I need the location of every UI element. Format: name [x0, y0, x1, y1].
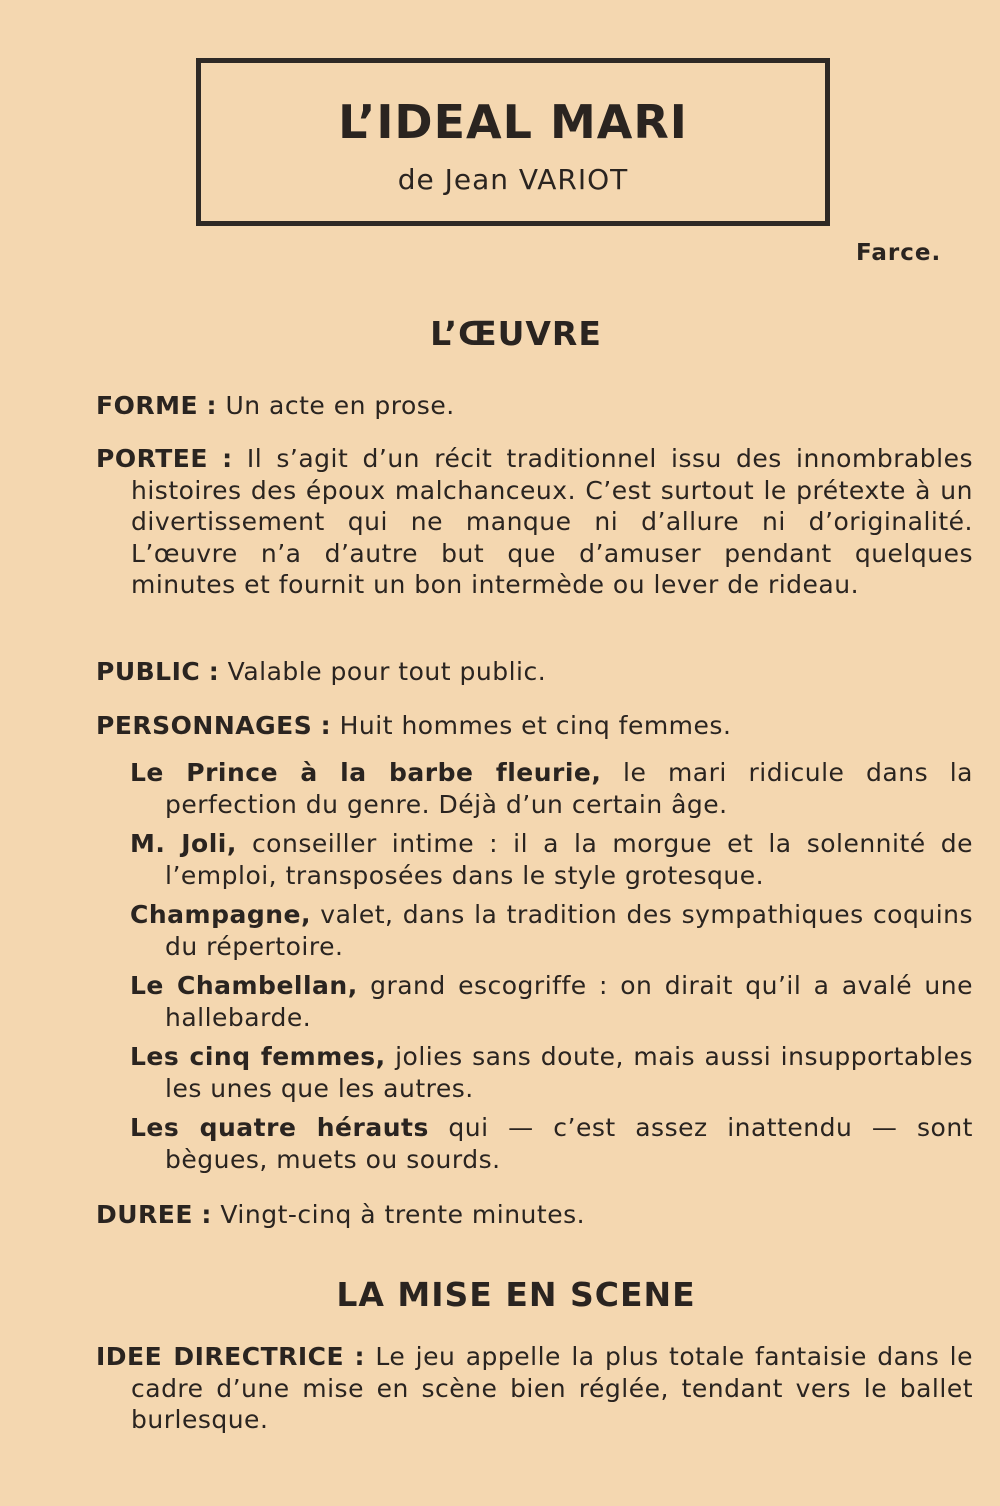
personnages-text: Huit hommes et cinq femmes.: [339, 711, 732, 740]
character-description: le mari ridicule dans la perfection du genre. Déjà d’un certain âge.: [165, 758, 973, 819]
portee-label: PORTEE: [96, 444, 208, 473]
character-name: Les cinq femmes,: [130, 1042, 386, 1071]
character-description: jolies sans doute, mais aussi insupportables les unes que les autres.: [165, 1042, 973, 1103]
idee-paragraph: [96, 1341, 973, 1436]
portee-text: Il s’agit d’un récit traditionnel issu des innombrables histoires des époux malchanceux. C’est surtout le prétexte à un divertissement qui ne manque ni d’allure ni d’originalité. L’œuvre n’a d’autre but que d’amuser pendant quelques minutes et fournit un bon intermède ou lever de rideau.: [131, 444, 974, 599]
character-name: Le Prince à la barbe fleurie,: [130, 758, 602, 787]
portee-paragraph: [96, 443, 973, 601]
idee-label: IDEE DIRECTRICE: [96, 1342, 345, 1371]
character-name: Les quatre hérauts: [130, 1113, 429, 1142]
personnages-label: PERSONNAGES: [96, 711, 313, 740]
idee-text: Le jeu appelle la plus totale fantaisie dans le cadre d’une mise en scène bien réglée, tendant vers le ballet burlesque.: [131, 1342, 974, 1434]
duree-separator: :: [201, 1200, 212, 1229]
personnages-separator: :: [320, 711, 332, 740]
forme-separator: :: [206, 391, 217, 420]
section-heading-oeuvre: L’ŒUVRE: [430, 314, 602, 353]
character-description: qui — c’est assez inattendu — sont bègues, muets ou sourds.: [165, 1113, 973, 1174]
character-description: valet, dans la tradition des sympathiques coquins du répertoire.: [165, 900, 974, 961]
character-description: grand escogriffe : on dirait qu’il a avalé une hallebarde.: [165, 971, 973, 1032]
character-name: Champagne,: [130, 900, 311, 929]
character-description: conseiller intime : il a la morgue et la solennité de l’emploi, transposées dans le style grotesque.: [165, 829, 973, 890]
forme-paragraph: [96, 390, 938, 422]
public-paragraph: [96, 656, 938, 688]
public-separator: :: [208, 657, 220, 686]
character-item: [130, 1112, 973, 1175]
duree-paragraph: [96, 1199, 938, 1231]
title-box: [196, 58, 830, 226]
character-item: [130, 1041, 973, 1104]
portee-separator: :: [222, 444, 233, 473]
forme-label: FORME: [96, 391, 199, 420]
section-heading-mise-en-scene: LA MISE EN SCENE: [336, 1275, 696, 1314]
character-item: [130, 757, 973, 820]
idee-separator: :: [354, 1342, 366, 1371]
play-title: L’IDEAL MARI: [338, 95, 688, 149]
play-author: de Jean VARIOT: [397, 163, 629, 196]
public-label: PUBLIC: [96, 657, 201, 686]
character-item: [130, 828, 973, 891]
character-item: [130, 970, 973, 1033]
genre-label: Farce.: [856, 240, 942, 266]
duree-text: Vingt-cinq à trente minutes.: [220, 1200, 586, 1229]
character-item: [130, 899, 973, 962]
personnages-paragraph: [96, 710, 938, 742]
public-text: Valable pour tout public.: [227, 657, 547, 686]
duree-label: DUREE: [96, 1200, 193, 1229]
character-name: Le Chambellan,: [130, 971, 358, 1000]
forme-text: Un acte en prose.: [225, 391, 455, 420]
character-name: M. Joli,: [130, 829, 237, 858]
